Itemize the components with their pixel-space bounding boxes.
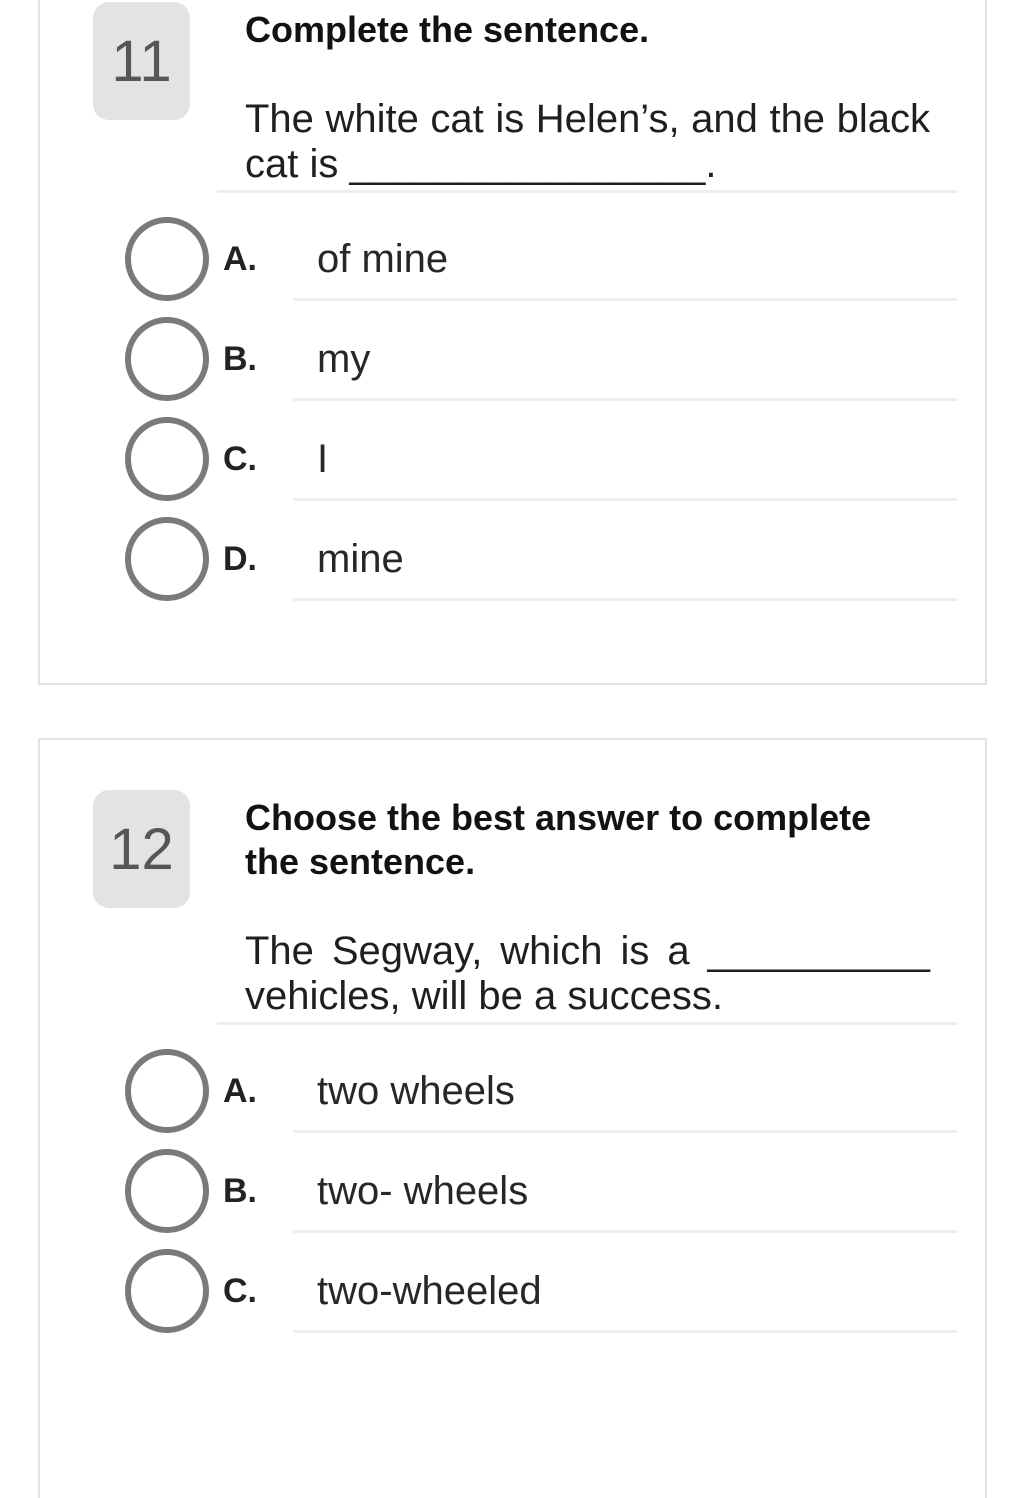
question-card-12 bbox=[38, 738, 987, 1498]
option-letter: C. bbox=[223, 439, 257, 478]
option-text: my bbox=[317, 336, 371, 381]
radio-button-icon[interactable] bbox=[125, 317, 209, 401]
option-underline bbox=[293, 598, 957, 601]
option-underline bbox=[293, 498, 957, 501]
option-text: of mine bbox=[317, 236, 449, 281]
answer-options bbox=[40, 1041, 985, 1341]
radio-button-icon[interactable] bbox=[125, 517, 209, 601]
question-instruction: Choose the best answer to complete the sentence. bbox=[245, 797, 872, 882]
question-instruction: Complete the sentence. bbox=[245, 9, 650, 50]
answer-option-row-a[interactable] bbox=[40, 1041, 985, 1141]
answer-option-row-c[interactable] bbox=[40, 409, 985, 509]
option-text: mine bbox=[317, 536, 404, 581]
question-number-badge: 11 bbox=[93, 2, 190, 120]
question-number-badge: 12 bbox=[93, 790, 190, 908]
answer-options bbox=[40, 209, 985, 609]
question-content bbox=[245, 790, 930, 1019]
radio-button-icon[interactable] bbox=[125, 217, 209, 301]
radio-button-icon[interactable] bbox=[125, 417, 209, 501]
option-letter: A. bbox=[223, 239, 257, 278]
question-sentence: The Segway, which is a __________ vehicles, will be a success. bbox=[245, 929, 930, 1018]
radio-button-icon[interactable] bbox=[125, 1249, 209, 1333]
option-text: two-wheeled bbox=[317, 1268, 542, 1313]
question-header-row bbox=[40, 0, 985, 187]
option-letter: C. bbox=[223, 1271, 257, 1310]
question-header-row bbox=[40, 740, 985, 1019]
option-text: two- wheels bbox=[317, 1168, 529, 1213]
answer-option-row-b[interactable] bbox=[40, 309, 985, 409]
option-letter: D. bbox=[223, 539, 257, 578]
option-underline bbox=[293, 298, 957, 301]
divider bbox=[217, 1022, 957, 1025]
radio-button-icon[interactable] bbox=[125, 1149, 209, 1233]
option-underline bbox=[293, 1330, 957, 1333]
option-letter: A. bbox=[223, 1071, 257, 1110]
option-text: I bbox=[317, 436, 329, 481]
option-underline bbox=[293, 1230, 957, 1233]
option-underline bbox=[293, 398, 957, 401]
option-underline bbox=[293, 1130, 957, 1133]
answer-option-row-d[interactable] bbox=[40, 509, 985, 609]
answer-option-row-b[interactable] bbox=[40, 1141, 985, 1241]
radio-button-icon[interactable] bbox=[125, 1049, 209, 1133]
question-card-11 bbox=[38, 0, 987, 685]
question-content bbox=[245, 2, 930, 187]
answer-option-row-a[interactable] bbox=[40, 209, 985, 309]
divider bbox=[217, 190, 957, 193]
option-letter: B. bbox=[223, 1171, 257, 1210]
option-text: two wheels bbox=[317, 1068, 515, 1113]
answer-option-row-c[interactable] bbox=[40, 1241, 985, 1341]
question-sentence: The white cat is Helen’s, and the black cat is ________________. bbox=[245, 97, 930, 186]
option-letter: B. bbox=[223, 339, 257, 378]
